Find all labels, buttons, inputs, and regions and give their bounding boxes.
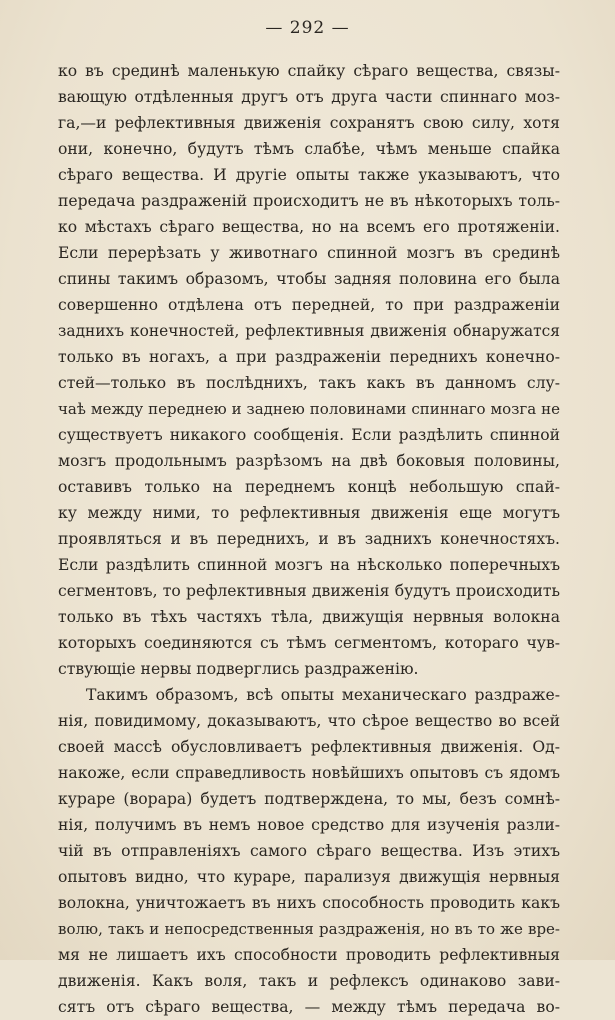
text-line: сегментовъ, то рефлективныя движенія будутъ происходить: [58, 582, 560, 600]
text-line: совершенно отдѣлена отъ передней, то при раздраженіи: [58, 296, 560, 314]
text-line: стей—только въ послѣднихъ, такъ какъ въ данномъ слу-: [58, 374, 560, 392]
body-text: [58, 58, 560, 1020]
text-line: вающую отдѣленныя другъ отъ друга части спиннаго моз-: [58, 88, 560, 106]
text-line: оставивъ только на переднемъ концѣ небольшую спай-: [58, 478, 560, 496]
text-line: они, конечно, будутъ тѣмъ слабѣе, чѣмъ меньше спайка: [58, 140, 560, 158]
paragraph-end-line: ствующіе нервы подверглись раздраженію.: [58, 660, 419, 678]
text-line: ко мѣстахъ сѣраго вещества, но на всемъ его протяженіи.: [58, 218, 560, 236]
text-line: передача раздраженій происходитъ не въ нѣкоторыхъ толь-: [58, 192, 560, 210]
text-line: чаѣ между переднею и заднею половинами спиннаго мозга не: [58, 400, 560, 418]
text-line: своей массѣ обусловливаетъ рефлективныя движенія. Од-: [58, 738, 560, 756]
page-number: — 292 —: [265, 18, 350, 38]
text-line: нія, получимъ въ немъ новое средство для изученія разли-: [58, 816, 560, 834]
text-line: существуетъ никакого сообщенія. Если раздѣлить спинной: [58, 426, 560, 444]
text-line: движенія. Какъ воля, такъ и рефлексъ одинаково зави-: [58, 972, 560, 990]
text-line: только въ тѣхъ частяхъ тѣла, движущія нервныя волокна: [58, 608, 560, 626]
text-line: Если раздѣлить спинной мозгъ на нѣсколько поперечныхъ: [58, 556, 560, 574]
text-line: волю, такъ и непосредственныя раздраженія, но въ то же вре-: [58, 920, 560, 938]
text-line: ко въ срединѣ маленькую спайку сѣраго вещества, связы-: [58, 62, 560, 80]
text-line: опытовъ видно, что кураре, парализуя движущія нервныя: [58, 868, 560, 886]
text-line: Если перерѣзать у животнаго спинной мозгъ въ срединѣ: [58, 244, 560, 262]
text-line: га,—и рефлективныя движенія сохранятъ свою силу, хотя: [58, 114, 560, 132]
text-line: волокна, уничтожаетъ въ нихъ способность проводить какъ: [58, 894, 560, 912]
text-line: которыхъ соединяются съ тѣмъ сегментомъ, котораго чув-: [58, 634, 560, 652]
text-line: заднихъ конечностей, рефлективныя движенія обнаружатся: [58, 322, 560, 340]
text-line: мозгъ продольнымъ разрѣзомъ на двѣ боковыя половины,: [58, 452, 560, 470]
text-line: сѣраго вещества. И другіе опыты также указываютъ, что: [58, 166, 560, 184]
text-line: ку между ними, то рефлективныя движенія еще могутъ: [58, 504, 560, 522]
text-line: проявляться и въ переднихъ, и въ заднихъ конечностяхъ.: [58, 530, 560, 548]
text-line: нія, повидимому, доказываютъ, что сѣрое вещество во всей: [58, 712, 560, 730]
text-line: чій въ отправленіяхъ самого сѣраго вещества. Изъ этихъ: [58, 842, 560, 860]
text-line: спины такимъ образомъ, чтобы задняя половина его была: [58, 270, 560, 288]
text-line: кураре (ворара) будетъ подтверждена, то мы, безъ сомнѣ-: [58, 790, 560, 808]
paragraph-start-line: Такимъ образомъ, всѣ опыты механическаго раздраже-: [86, 686, 560, 704]
text-line: только въ ногахъ, а при раздраженіи переднихъ конечно-: [58, 348, 560, 366]
text-line: мя не лишаетъ ихъ способности проводить рефлективныя: [58, 946, 560, 964]
text-line: сятъ отъ сѣраго вещества, — между тѣмъ передача во-: [58, 998, 560, 1016]
text-line: накоже, если справедливость новѣйшихъ опытовъ съ ядомъ: [58, 764, 560, 782]
